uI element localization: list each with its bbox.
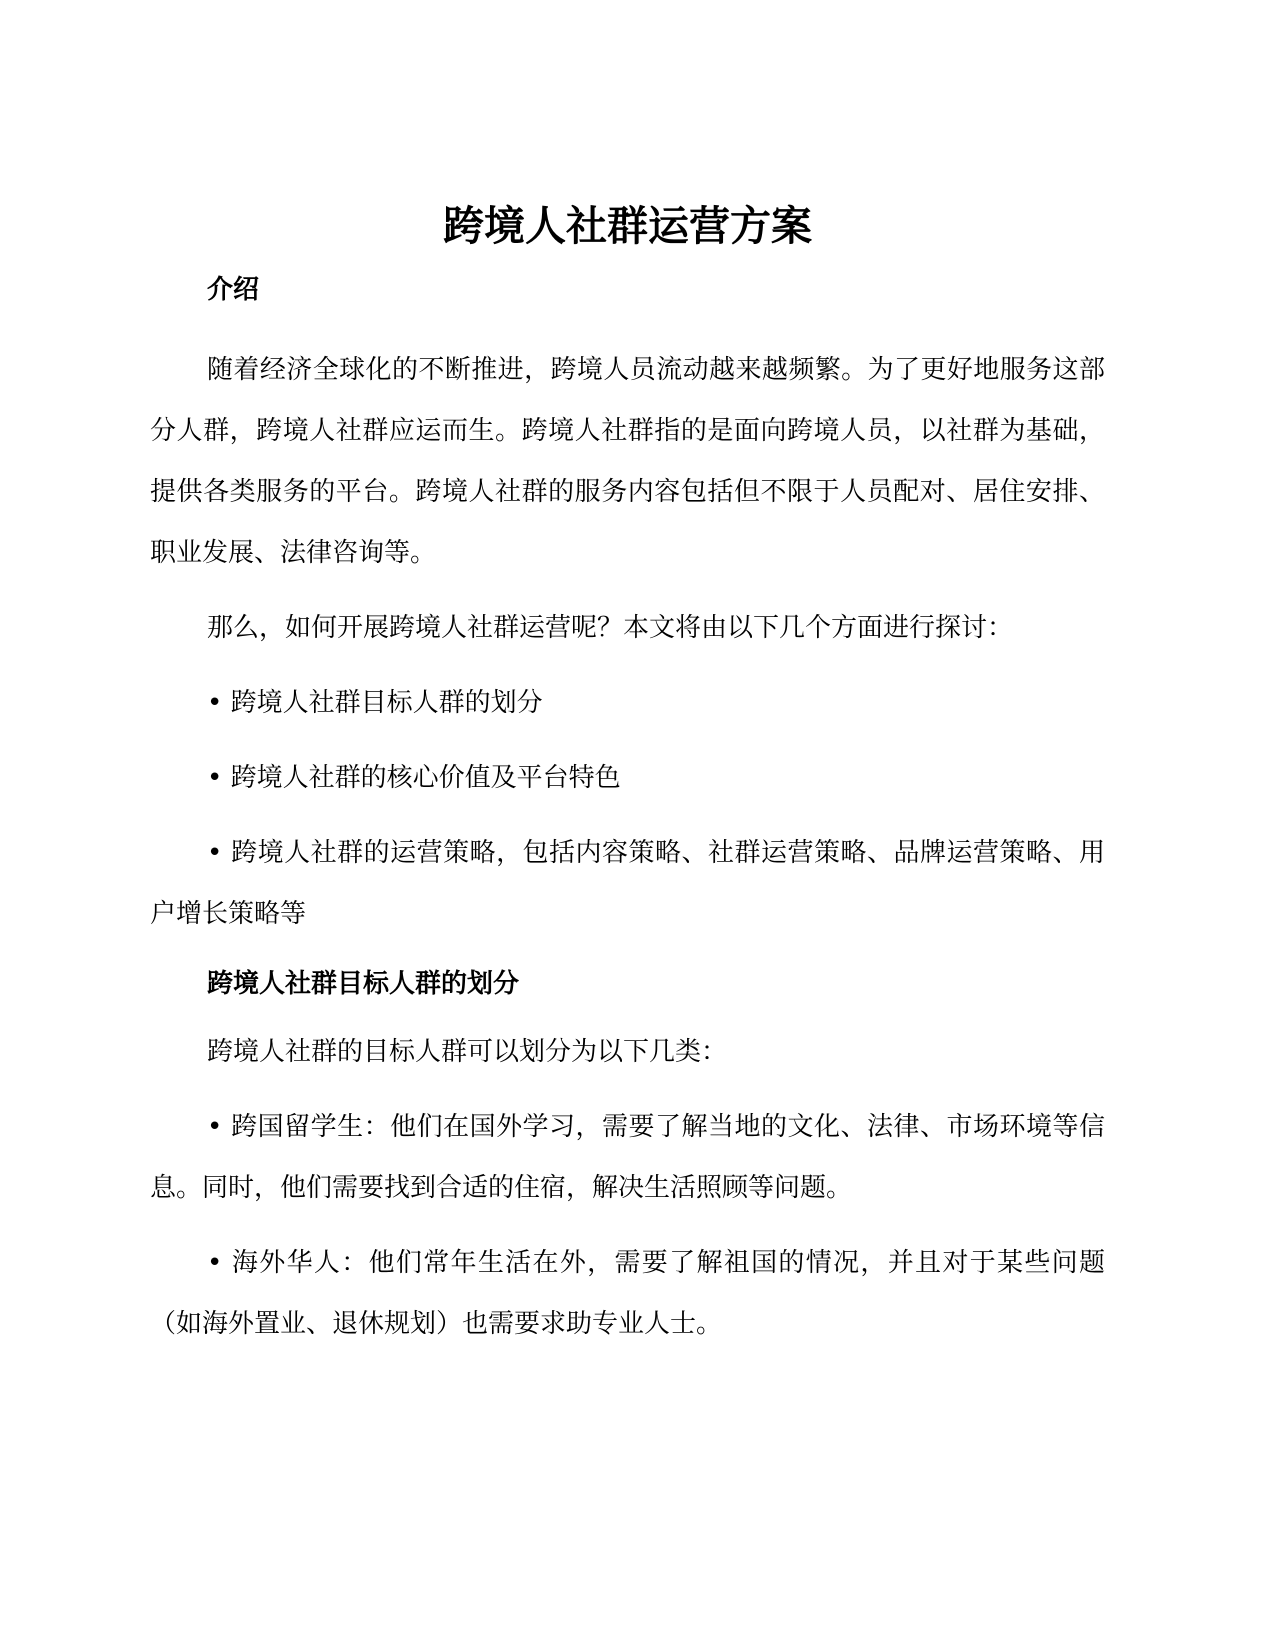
target-groups-paragraph: 跨境人社群的目标人群可以划分为以下几类： — [207, 1037, 728, 1068]
intro-bullet-operation-strategy: • 跨境人社群的运营策略，包括内容策略、社群运营策略、品牌运营策略、用户增长策略等 — [150, 838, 1105, 930]
intro-paragraph-2: 那么，如何开展跨境人社群运营呢？本文将由以下几个方面进行探讨： — [207, 613, 1014, 644]
target-bullet-overseas-chinese: • 海外华人：他们常年生活在外，需要了解祖国的情况，并且对于某些问题（如海外置业、退休规划）也需要求助专业人士。 — [150, 1248, 1105, 1340]
intro-paragraph-1: 随着经济全球化的不断推进，跨境人员流动越来越频繁。为了更好地服务这部分人群，跨境人社群应运而生。跨境人社群指的是面向跨境人员，以社群为基础，提供各类服务的平台。跨境人社群的服务内容包括但不限于人员配对、居住安排、职业发展、法律咨询等。 — [150, 355, 1105, 569]
document-title: 跨境人社群运营方案 — [443, 202, 812, 250]
section-heading-introduction: 介绍 — [207, 275, 260, 306]
intro-bullet-core-value: • 跨境人社群的核心价值及平台特色 — [207, 763, 621, 794]
section-heading-target-groups: 跨境人社群目标人群的划分 — [207, 969, 520, 1000]
section-target-groups — [150, 965, 1105, 1355]
document-body — [150, 200, 1105, 1355]
intro-bullet-target-groups: • 跨境人社群目标人群的划分 — [207, 688, 543, 719]
section-introduction — [150, 271, 1105, 945]
target-bullet-students: • 跨国留学生：他们在国外学习，需要了解当地的文化、法律、市场环境等信息。同时，他们需要找到合适的住宿，解决生活照顾等问题。 — [150, 1112, 1105, 1204]
